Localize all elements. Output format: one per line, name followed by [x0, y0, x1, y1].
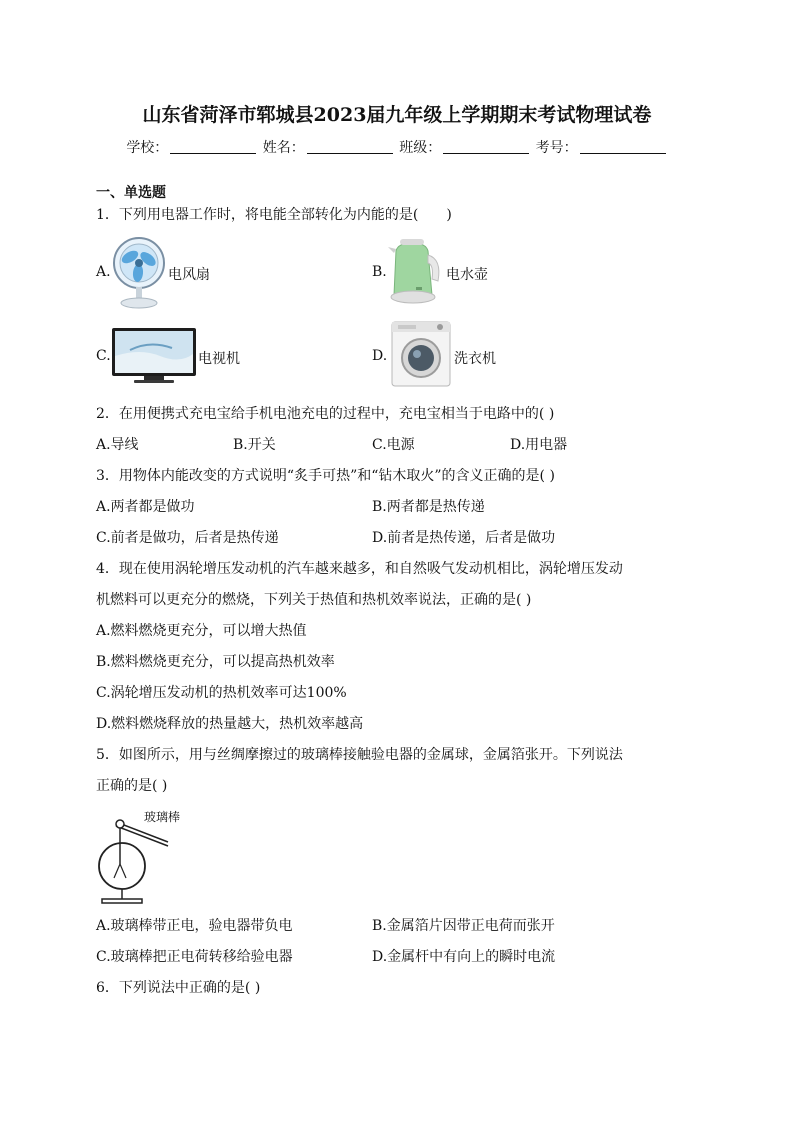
q4-option-b: B.燃料燃烧更充分，可以提高热机效率: [96, 654, 335, 670]
school-blank[interactable]: [170, 139, 256, 154]
question-4-stem-line1: 4．现在使用涡轮增压发动机的汽车越来越多，和自然吸气发动机相比，涡轮增压发动: [96, 561, 623, 577]
question-5-stem-line2: 正确的是( ): [96, 778, 168, 794]
name-blank[interactable]: [307, 139, 393, 154]
q4-option-d: D.燃料燃烧释放的热量越大，热机效率越高: [96, 716, 364, 732]
q1-option-d-letter: D.: [372, 348, 388, 364]
q1-option-a-text: 电风扇: [168, 267, 210, 283]
question-5-stem-line1: 5．如图所示，用与丝绸摩擦过的玻璃棒接触验电器的金属球，金属箔张开。下列说法: [96, 747, 623, 763]
q3-option-d: D.前者是热传递，后者是做功: [372, 530, 556, 546]
q2-option-c: C.电源: [372, 437, 415, 453]
q1-option-c-letter: C.: [96, 348, 111, 364]
q2-option-d: D.用电器: [510, 437, 568, 453]
q2-option-b: B.开关: [233, 437, 276, 453]
q5-option-d: D.金属杆中有向上的瞬时电流: [372, 949, 556, 965]
fan-icon: [110, 235, 168, 311]
q3-option-c: C.前者是做功，后者是热传递: [96, 530, 279, 546]
q5-option-b: B.金属箔片因带正电荷而张开: [372, 918, 555, 934]
question-4-stem-line2: 机燃料可以更充分的燃烧，下列关于热值和热机效率说法，正确的是( ): [96, 592, 532, 608]
tv-icon: [110, 326, 198, 386]
class-label: 班级：: [399, 140, 442, 156]
q3-option-b: B.两者都是热传递: [372, 499, 485, 515]
q4-option-c: C.涡轮增压发动机的热机效率可达100%: [96, 685, 347, 701]
q1-option-a-letter: A.: [96, 264, 111, 280]
question-3-stem: 3．用物体内能改变的方式说明“炙手可热”和“钻木取火”的含义正确的是( ): [96, 468, 555, 484]
glass-rod-label: 玻璃棒: [144, 810, 181, 824]
q1-option-c-text: 电视机: [198, 351, 240, 367]
q5-option-a: A.玻璃棒带正电，验电器带负电: [96, 918, 293, 934]
q5-option-c: C.玻璃棒把正电荷转移给验电器: [96, 949, 293, 965]
school-label: 学校：: [126, 140, 169, 156]
q2-option-a: A.导线: [96, 437, 139, 453]
class-blank[interactable]: [443, 139, 529, 154]
exam-number-blank[interactable]: [580, 139, 666, 154]
q4-option-a: A.燃料燃烧更充分，可以增大热值: [96, 623, 307, 639]
section-heading: 一、单选题: [96, 185, 166, 201]
q3-option-a: A.两者都是做功: [96, 499, 195, 515]
question-2-stem: 2．在用便携式充电宝给手机电池充电的过程中，充电宝相当于电路中的( ): [96, 406, 555, 422]
student-info-line: [0, 137, 794, 157]
q1-option-b-text: 电水壶: [446, 267, 488, 283]
q1-option-d-text: 洗衣机: [454, 351, 496, 367]
page-title: 山东省菏泽市郓城县2023届九年级上学期期末考试物理试卷: [142, 104, 652, 126]
kettle-icon: [386, 235, 446, 307]
name-label: 姓名：: [262, 140, 305, 156]
exam-number-label: 考号：: [535, 140, 578, 156]
q1-option-b-letter: B.: [372, 264, 387, 280]
question-1-stem: 1．下列用电器工作时，将电能全部转化为内能的是( ): [96, 207, 452, 223]
question-6-stem: 6．下列说法中正确的是( ): [96, 980, 261, 996]
washing-machine-icon: [390, 320, 452, 388]
